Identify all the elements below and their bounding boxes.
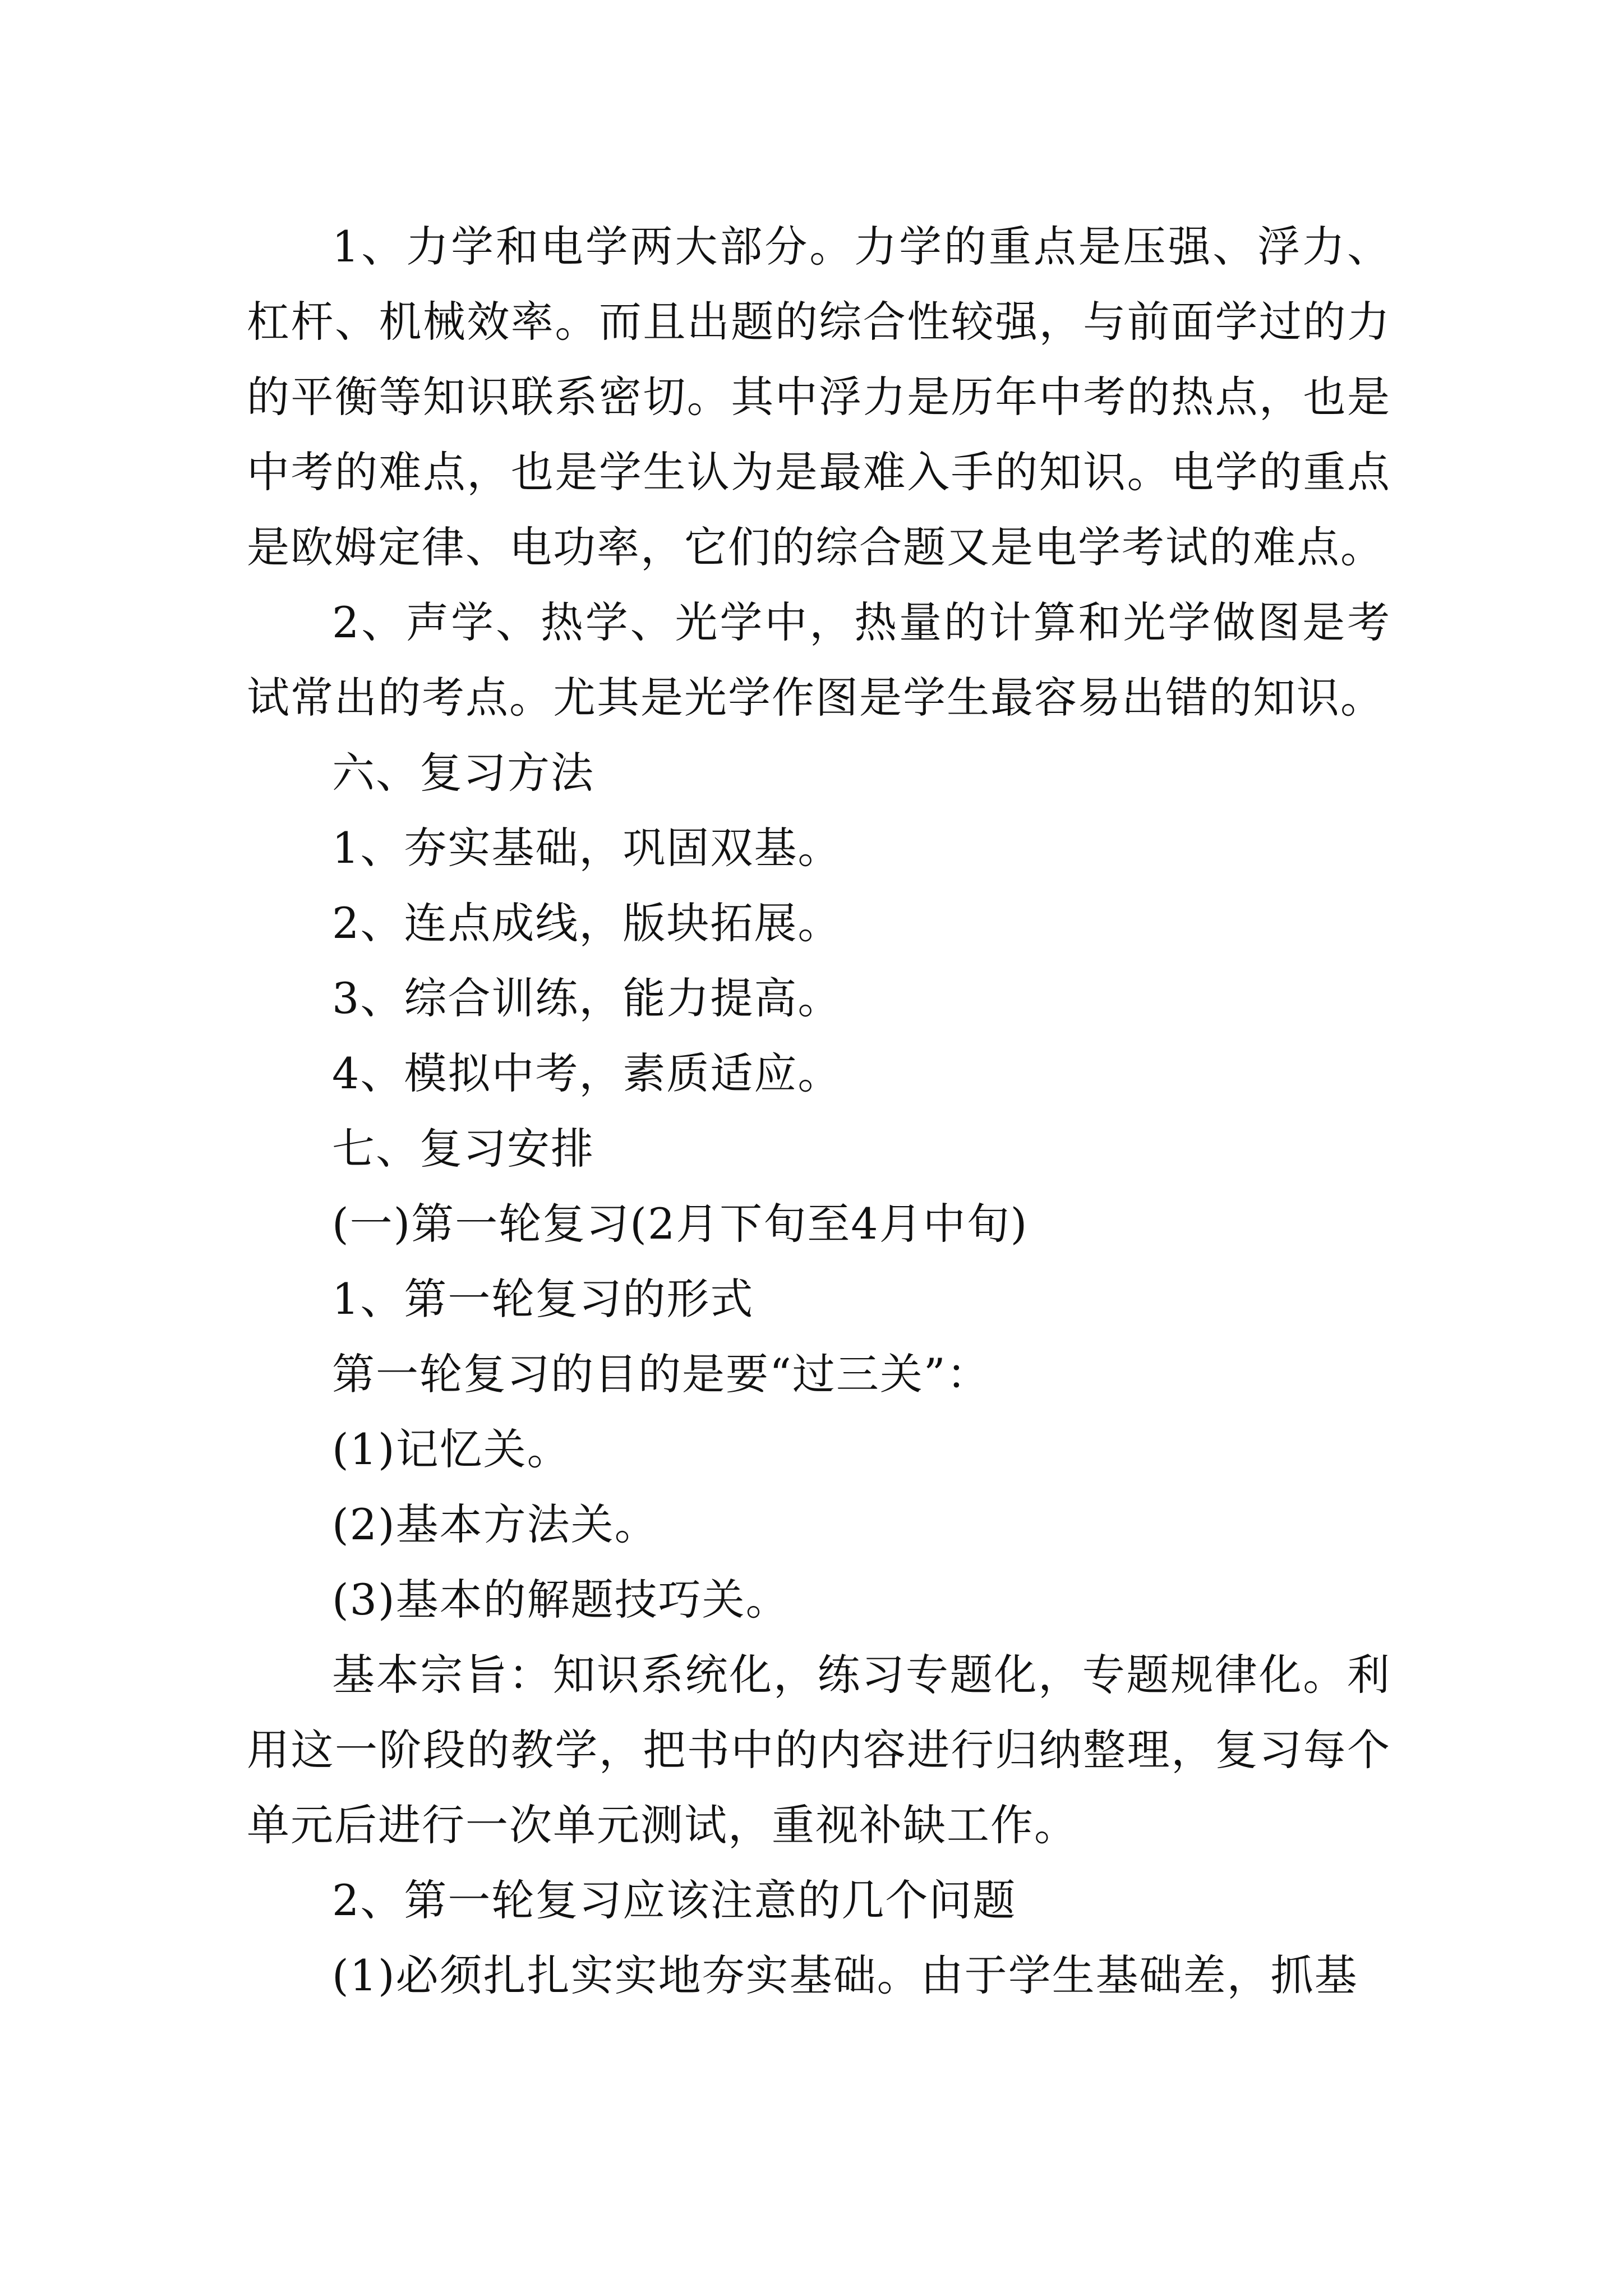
subheading-first-round-form: 1、第一轮复习的形式: [332, 1274, 754, 1324]
list-item-method-4: 4、模拟中考，素质适应。: [332, 1048, 842, 1098]
list-item-goal-2: (2)基本方法关。: [332, 1499, 658, 1549]
list-item-method-1: 1、夯实基础，巩固双基。: [332, 823, 842, 873]
paragraph-mechanics-electricity: 1、力学和电学两大部分。力学的重点是压强、浮力、杠杆、机械效率。而且出题的综合性较强，与前面学过的力的平衡等知识联系密切。其中浮力是历年中考的热点，也是中考的难点，也是学生认为是最难入手的知识。电学的重点是欧姆定律、电功率，它们的综合题又是电学考试的难点。: [247, 222, 1391, 572]
list-item-method-2: 2、连点成线，版块拓展。: [332, 898, 842, 948]
list-item-goal-3: (3)基本的解题技巧关。: [332, 1575, 790, 1625]
paragraph-acoustics-heat-optics: 2、声学、热学、光学中，热量的计算和光学做图是考试常出的考点。尤其是光学作图是学生最容易出错的知识。: [247, 597, 1391, 723]
list-item-method-3: 3、综合训练，能力提高。: [332, 973, 842, 1023]
subheading-first-round: (一)第一轮复习(2月下旬至4月中旬): [332, 1199, 1029, 1249]
list-item-issue-1: (1)必须扎扎实实地夯实基础。由于学生基础差，抓基: [332, 1950, 1358, 2000]
heading-review-methods: 六、复习方法: [332, 748, 594, 798]
paragraph-first-round-goal: 第一轮复习的目的是要“过三关”：: [332, 1349, 990, 1399]
heading-review-schedule: 七、复习安排: [332, 1124, 594, 1174]
document-body: [247, 209, 1391, 2013]
list-item-goal-1: (1)记忆关。: [332, 1424, 571, 1474]
paragraph-basic-principle: 基本宗旨：知识系统化，练习专题化，专题规律化。利用这一阶段的教学，把书中的内容进行归纳整理，复习每个单元后进行一次单元测试，重视补缺工作。: [247, 1650, 1391, 1850]
subheading-first-round-issues: 2、第一轮复习应该注意的几个问题: [332, 1875, 1017, 1925]
